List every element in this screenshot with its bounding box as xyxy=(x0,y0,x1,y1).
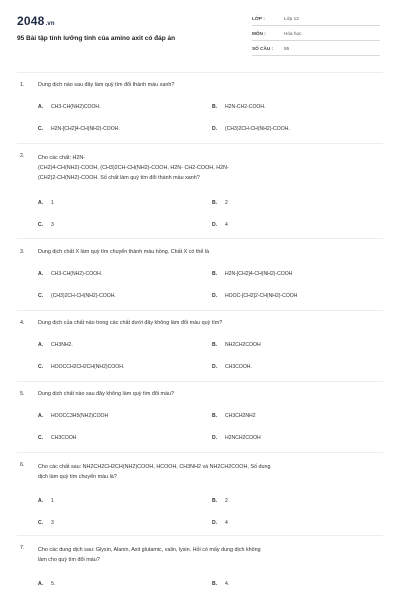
question-text xyxy=(38,249,374,256)
question-line: Cho các chất sau: NH2CH2CH2CH(NH2)COOH, HCOOH, CH3NH2 và NH2CH2COOH, Số dung xyxy=(38,464,271,470)
option-text: 5. xyxy=(51,581,56,587)
option-text: HOOC-[CH2]2-CH(NH2)-COOH xyxy=(225,293,298,299)
option-d[interactable] xyxy=(212,293,297,299)
option-a[interactable] xyxy=(38,200,54,206)
option-letter: B. xyxy=(212,271,218,277)
option-letter: A. xyxy=(38,200,44,206)
option-letter: A. xyxy=(38,413,44,419)
option-letter: B. xyxy=(212,413,218,419)
option-text: 3 xyxy=(51,222,54,228)
meta-row-subject xyxy=(252,29,380,41)
question-text xyxy=(38,320,374,327)
option-a[interactable] xyxy=(38,104,101,110)
option-d[interactable] xyxy=(212,520,228,526)
option-b[interactable] xyxy=(212,581,229,587)
question-number: 3. xyxy=(20,249,25,255)
question-divider xyxy=(17,238,383,239)
option-letter: A. xyxy=(38,104,44,110)
option-text: CH3-CH(NH2)-COOH. xyxy=(51,271,103,277)
meta-row-count xyxy=(252,44,380,56)
option-letter: B. xyxy=(212,104,218,110)
option-b[interactable] xyxy=(212,200,228,206)
question-text xyxy=(38,153,374,184)
option-d[interactable] xyxy=(212,435,261,441)
question-divider xyxy=(17,310,383,311)
option-a[interactable] xyxy=(38,498,54,504)
meta-value: 95 xyxy=(284,46,290,51)
document-header xyxy=(0,0,400,72)
question-number: 5. xyxy=(20,391,25,397)
question-divider xyxy=(17,452,383,453)
option-text: 2 xyxy=(225,498,228,504)
question-number: 1. xyxy=(20,82,25,88)
option-text: H2N-CH2-COOH. xyxy=(225,104,266,110)
option-b[interactable] xyxy=(212,342,261,348)
meta-value: Hóa học xyxy=(284,31,302,36)
meta-key: SỐ CÂU : xyxy=(252,46,274,51)
question-number: 4. xyxy=(20,320,25,326)
option-letter: C. xyxy=(38,126,44,132)
option-text: 1 xyxy=(51,200,54,206)
option-text: (CH3)2CH-CH(NH2)-COOH. xyxy=(225,126,290,132)
option-text: 1 xyxy=(51,498,54,504)
question-line: Cho các dung dịch sau: Glyxin, Alanin, Axit glutamic, valin, lysin. Hỏi có mấy dung dịch không xyxy=(38,547,261,553)
question-line: làm cho quỳ tím đổi màu? xyxy=(38,557,100,564)
option-text: 3 xyxy=(51,520,54,526)
option-text: 4 xyxy=(225,222,228,228)
option-b[interactable] xyxy=(212,104,265,110)
option-letter: D. xyxy=(212,293,218,299)
logo-text: 2048 xyxy=(17,14,45,28)
option-letter: B. xyxy=(212,342,218,348)
question-line: Dung dịch chất X làm quỳ tím chuyển thành màu hồng. Chất X có thể là xyxy=(38,249,210,255)
option-c[interactable] xyxy=(38,222,54,228)
option-letter: B. xyxy=(212,200,218,206)
question-divider xyxy=(17,143,383,144)
option-d[interactable] xyxy=(212,222,228,228)
meta-key: MÔN : xyxy=(252,31,266,36)
option-letter: D. xyxy=(212,364,218,370)
meta-value: Lớp 12 xyxy=(284,16,299,21)
question-text xyxy=(38,545,374,565)
option-text: H2NCH2COOH xyxy=(225,435,261,441)
option-a[interactable] xyxy=(38,581,55,587)
option-b[interactable] xyxy=(212,498,228,504)
option-text: 4 xyxy=(225,520,228,526)
question-number: 6. xyxy=(20,462,25,468)
option-letter: A. xyxy=(38,581,44,587)
option-a[interactable] xyxy=(38,413,108,419)
option-letter: D. xyxy=(212,435,218,441)
option-c[interactable] xyxy=(38,364,124,370)
option-letter: A. xyxy=(38,271,44,277)
question-line: dịch làm quỳ tím chuyển màu là? xyxy=(38,474,117,481)
site-logo[interactable] xyxy=(17,14,55,28)
option-c[interactable] xyxy=(38,520,54,526)
option-letter: D. xyxy=(212,520,218,526)
option-letter: C. xyxy=(38,364,44,370)
option-a[interactable] xyxy=(38,271,102,277)
option-text: HOOCC3H5(NH2)COOH xyxy=(51,413,109,419)
option-c[interactable] xyxy=(38,435,76,441)
option-text: CH3COOH. xyxy=(225,364,252,370)
question-divider xyxy=(17,381,383,382)
option-text: NH2CH2COOH xyxy=(225,342,261,348)
option-b[interactable] xyxy=(212,413,256,419)
question-line: (CH2)4-CH(NH2)-COOH, (CH3)2CH-CH(NH2)-COOH, H2N- CH2-COOH, H2N- xyxy=(38,165,229,172)
option-text: CH3-CH(NH2)COOH. xyxy=(51,104,101,110)
document-title: 95 Bài tập tính lưỡng tính của amino axit có đáp án xyxy=(17,35,176,42)
question-line: Cho các chất: H2N- xyxy=(38,155,86,161)
question-text xyxy=(38,82,374,89)
meta-row-class xyxy=(252,14,380,26)
question-text xyxy=(38,391,374,398)
question-line: Dung dịch chất nào sau đây không làm quỳ tím đổi màu? xyxy=(38,391,175,397)
option-c[interactable] xyxy=(38,126,120,132)
option-d[interactable] xyxy=(212,126,290,132)
option-letter: B. xyxy=(212,581,218,587)
option-text: H2N-[CH2]4-CH(NH2)-COOH. xyxy=(51,126,120,132)
option-text: H2N-[CH2]4-CH(NH2)-COOH xyxy=(225,271,293,277)
logo-suffix: .vn xyxy=(45,21,55,27)
option-letter: D. xyxy=(212,222,218,228)
option-text: HOOCCH2CH2CH(NH2)COOH. xyxy=(51,364,125,370)
option-text: CH3COOH xyxy=(51,435,77,441)
option-text: CH3NH2. xyxy=(51,342,73,348)
option-a[interactable] xyxy=(38,342,73,348)
option-text: 4. xyxy=(225,581,230,587)
option-letter: C. xyxy=(38,222,44,228)
header-divider xyxy=(17,72,383,73)
option-letter: D. xyxy=(212,126,218,132)
meta-key: LỚP : xyxy=(252,16,265,21)
option-text: CH3CH2NH2 xyxy=(225,413,256,419)
question-divider xyxy=(17,535,383,536)
option-letter: C. xyxy=(38,435,44,441)
option-c[interactable] xyxy=(38,293,116,299)
option-letter: C. xyxy=(38,293,44,299)
option-letter: C. xyxy=(38,520,44,526)
option-b[interactable] xyxy=(212,271,292,277)
question-line: Dung dịch của chất nào trong các chất dưới đây không làm đổi màu quỳ tím? xyxy=(38,320,223,326)
option-letter: B. xyxy=(212,498,218,504)
question-number: 2. xyxy=(20,153,25,159)
option-letter: A. xyxy=(38,342,44,348)
question-line: (CH2)2-CH(NH2)-COOH. Số chất làm quỳ tím đổi thành màu xanh? xyxy=(38,175,200,182)
question-number: 7. xyxy=(20,545,25,551)
option-letter: A. xyxy=(38,498,44,504)
option-d[interactable] xyxy=(212,364,252,370)
option-text: 2 xyxy=(225,200,228,206)
question-line: Dung dịch nào sau đây làm quỳ tím đổi thành màu xanh? xyxy=(38,82,175,88)
option-text: (CH3)2CH-CH(NH2)-COOH. xyxy=(51,293,116,299)
question-text xyxy=(38,462,374,482)
